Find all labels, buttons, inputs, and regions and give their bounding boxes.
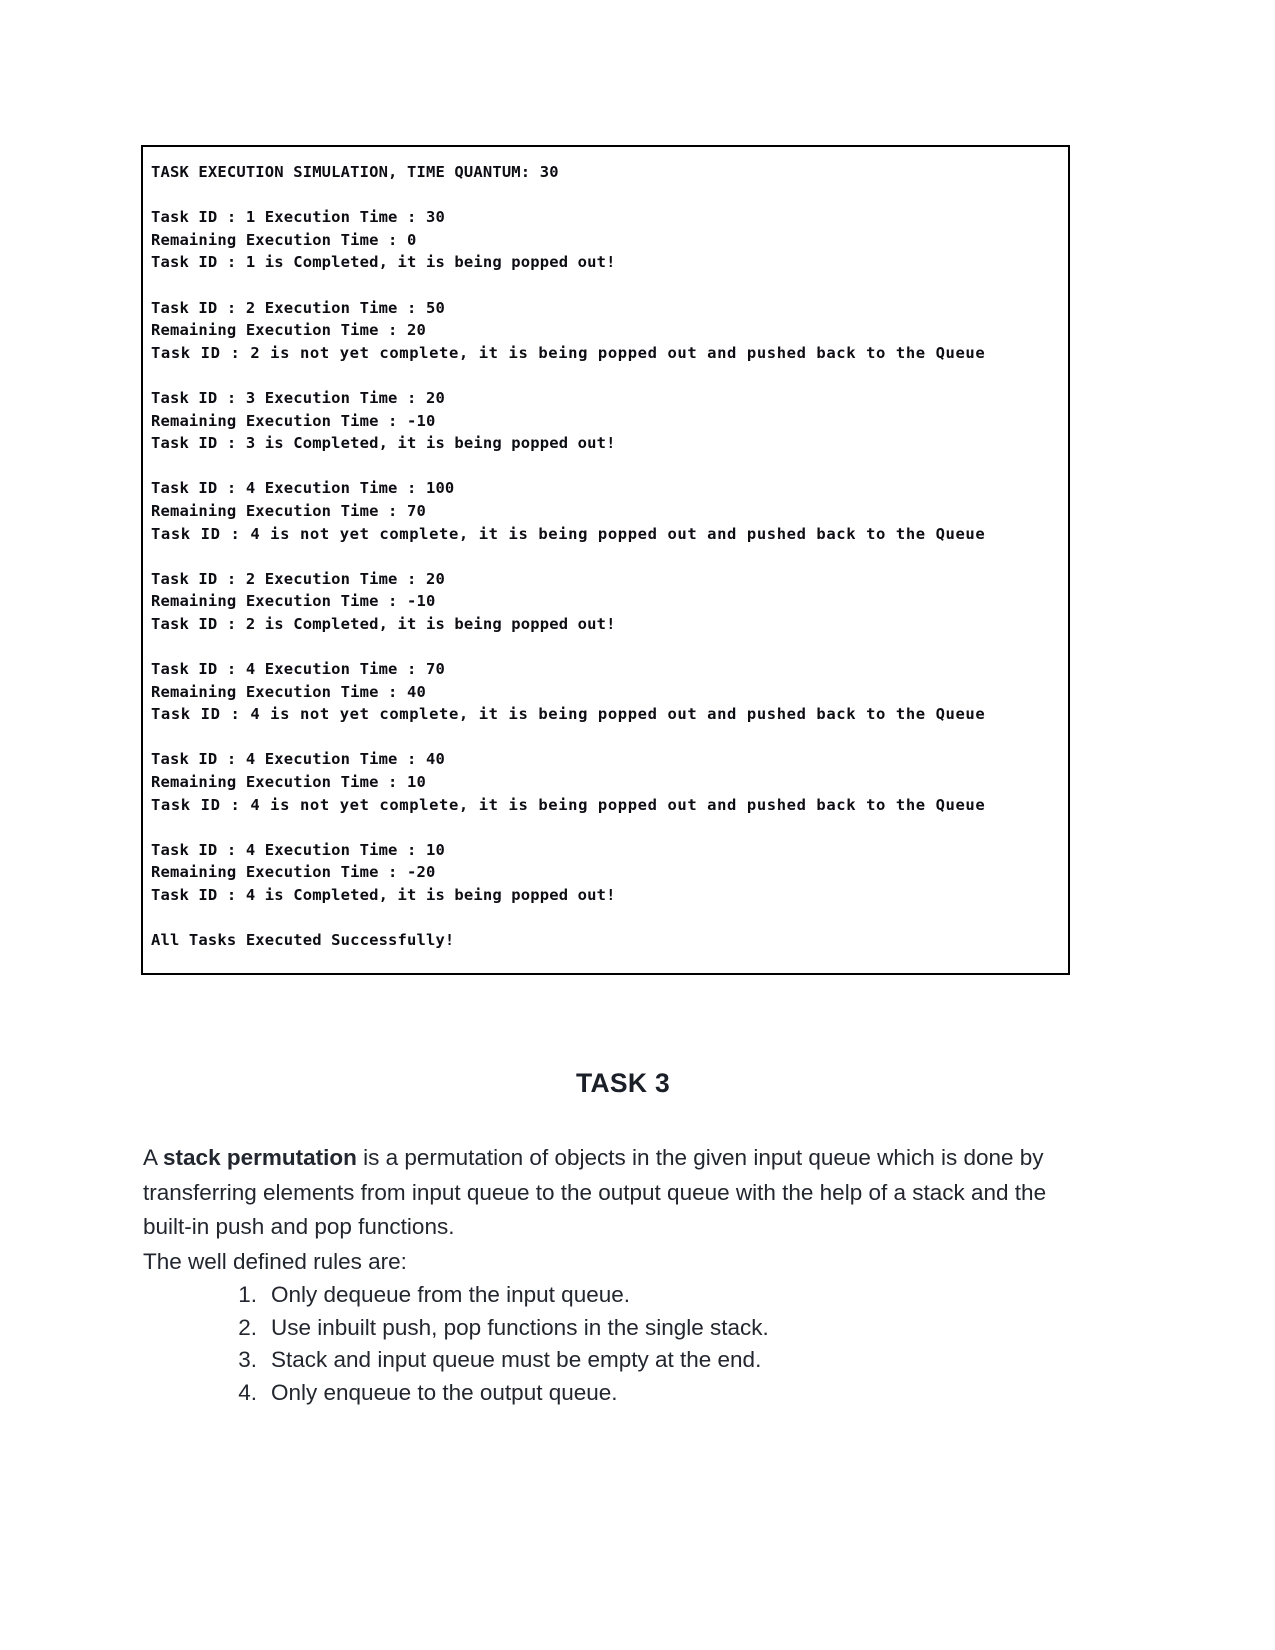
list-item: Only enqueue to the output queue. — [271, 1379, 618, 1405]
page-title: TASK 3 — [575, 1068, 671, 1098]
console-line: Task ID : 4 Execution Time : 10 — [151, 840, 445, 859]
console-line-blank — [151, 364, 1068, 387]
console-line: Remaining Execution Time : -10 — [151, 411, 436, 430]
console-line: Task ID : 4 Execution Time : 40 — [151, 750, 445, 769]
rules-intro: The well defined rules are: — [143, 1248, 407, 1274]
console-line-blank — [151, 184, 1068, 207]
console-line: Task ID : 2 is Completed, it is being popped out! — [151, 614, 616, 633]
list-item: Only dequeue from the input queue. — [271, 1282, 631, 1307]
console-line: Task ID : 3 Execution Time : 20 — [151, 388, 445, 407]
console-line: Task ID : 4 Execution Time : 100 — [151, 479, 455, 498]
console-line: Remaining Execution Time : 10 — [151, 773, 426, 792]
console-line: TASK EXECUTION SIMULATION, TIME QUANTUM: 30 — [151, 163, 559, 181]
console-line: Task ID : 4 is not yet complete, it is being popped out and pushed back to the Queue — [151, 795, 986, 814]
console-line-blank — [151, 726, 1068, 749]
console-line-blank — [151, 274, 1068, 297]
list-item: Stack and input queue must be empty at the end. — [271, 1347, 762, 1372]
console-line: Task ID : 2 Execution Time : 20 — [151, 569, 445, 588]
console-line: Task ID : 4 is not yet complete, it is being popped out and pushed back to the Queue — [151, 524, 986, 543]
console-line: All Tasks Executed Successfully! — [151, 931, 455, 950]
bold-term-stack-permutation: stack permutation — [163, 1145, 357, 1170]
console-line-blank — [151, 816, 1068, 839]
document-body — [143, 1068, 1073, 1409]
console-line: Task ID : 2 Execution Time : 50 — [151, 298, 445, 317]
console-line-blank — [151, 545, 1068, 568]
console-line: Task ID : 2 is not yet complete, it is being popped out and pushed back to the Queue — [151, 343, 986, 362]
console-line: Task ID : 4 Execution Time : 70 — [151, 660, 445, 679]
list-item: Use inbuilt push, pop functions in the single stack. — [271, 1314, 769, 1340]
stack-permutation-paragraph — [143, 1141, 1073, 1245]
console-line: Task ID : 1 is Completed, it is being popped out! — [151, 253, 616, 272]
console-line: Remaining Execution Time : 20 — [151, 321, 426, 340]
console-line: Task ID : 1 Execution Time : 30 — [151, 208, 445, 227]
console-output-box — [141, 145, 1070, 975]
paragraph-rest: is a permutation of objects in the given input queue which is done by transferring elements from input queue to the output queue with the help of a stack and the built-in push and pop functions. — [143, 1145, 1047, 1239]
console-line: Remaining Execution Time : 0 — [151, 230, 417, 249]
console-line: Remaining Execution Time : 70 — [151, 501, 426, 520]
paragraph-lead: A — [143, 1145, 164, 1170]
console-line: Remaining Execution Time : 40 — [151, 682, 426, 701]
rules-list — [143, 1279, 1073, 1409]
console-line-blank — [151, 635, 1068, 658]
console-line-blank — [151, 455, 1068, 478]
console-line: Task ID : 3 is Completed, it is being popped out! — [151, 434, 616, 453]
console-output-lines — [143, 147, 1068, 952]
console-line: Task ID : 4 is Completed, it is being popped out! — [151, 886, 616, 904]
console-line: Task ID : 4 is not yet complete, it is being popped out and pushed back to the Queue — [151, 705, 986, 724]
console-line: Remaining Execution Time : -10 — [151, 592, 436, 611]
console-line: Remaining Execution Time : -20 — [151, 863, 436, 882]
console-line-blank — [151, 907, 1068, 930]
